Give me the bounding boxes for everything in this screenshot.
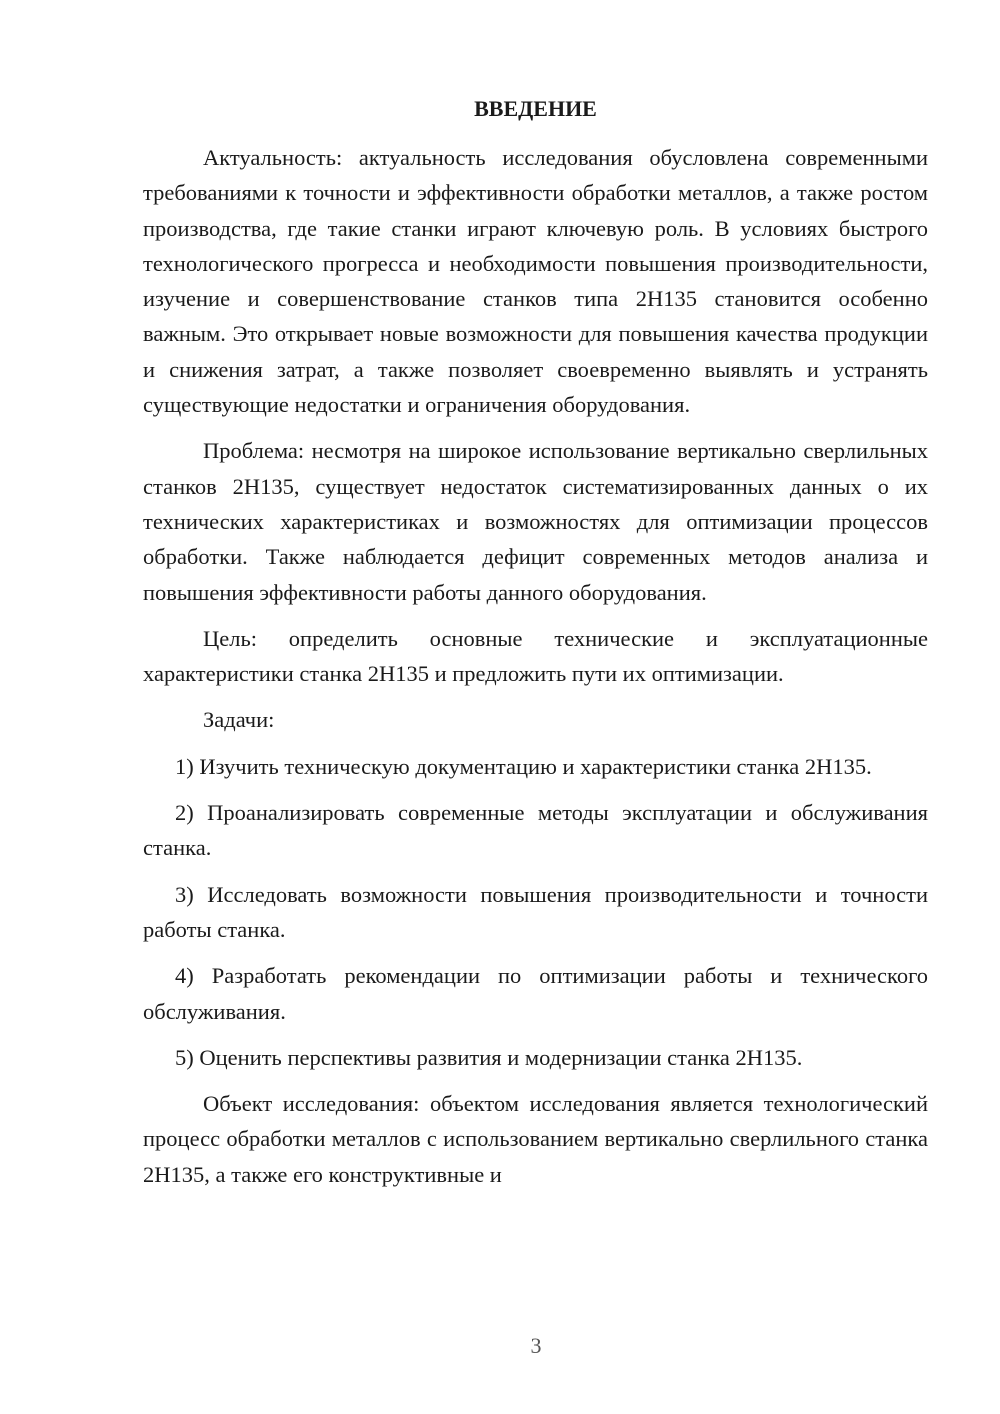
paragraph-relevance: Актуальность: актуальность исследования обусловлена современными требованиями к точности и эффективности обработки металлов, а также ростом производства, где такие станки играют ключевую роль. В условиях быстрого технологического прогресса и необходимости повышения производительности, изучение и совершенствование станков типа 2Н135 становится особенно важным. Это открывает новые возможности для повышения качества продукции и снижения затрат, а также позволяет своевременно выявлять и устранять существующие недостатки и ограничения оборудования.	[143, 145, 928, 418]
task-item-3: 3) Исследовать возможности повышения производительности и точности работы станка.	[143, 881, 928, 942]
task-item-4: 4) Разработать рекомендации по оптимизации работы и технического обслуживания.	[143, 963, 928, 1024]
task-item-2: 2) Проанализировать современные методы эксплуатации и обслуживания станка.	[143, 800, 928, 861]
paragraph-object: Объект исследования: объектом исследования является технологический процесс обработки металлов с использованием вертикально сверлильного станка 2Н135, а также его конструктивные и	[143, 1091, 928, 1187]
page-number: 3	[530, 1333, 542, 1358]
tasks-heading: Задачи:	[203, 707, 275, 733]
document-page	[143, 94, 928, 1203]
paragraph-problem: Проблема: несмотря на широкое использование вертикально сверлильных станков 2Н135, существует недостаток систематизированных данных о их технических характеристиках и возможностях для оптимизации процессов обработки. Также наблюдается дефицит современных методов анализа и повышения эффективности работы данного оборудования.	[143, 438, 928, 605]
task-item-1: 1) Изучить техническую документацию и характеристики станка 2Н135.	[175, 753, 872, 779]
section-title: ВВЕДЕНИЕ	[474, 96, 597, 121]
paragraph-goal: Цель: определить основные технические и эксплуатационные характеристики станка 2Н135 и предложить пути их оптимизации.	[143, 625, 928, 687]
task-item-5: 5) Оценить перспективы развития и модернизации станка 2Н135.	[175, 1044, 803, 1070]
